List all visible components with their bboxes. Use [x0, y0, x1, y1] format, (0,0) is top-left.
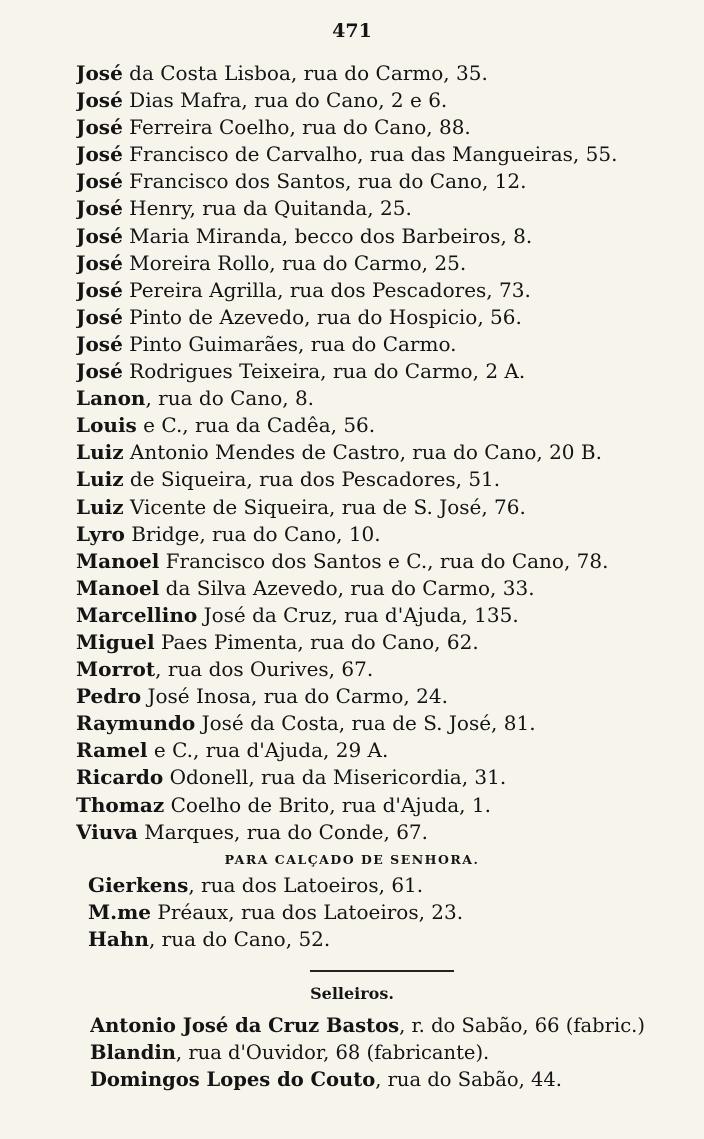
list-item: [76, 168, 686, 195]
list-item: [76, 87, 686, 114]
list-item: [88, 899, 688, 926]
list-item: [76, 412, 686, 439]
list-item: [76, 494, 686, 521]
list-item: [76, 385, 686, 412]
entry-address: Francisco de Carvalho, rua das Mangueiras, 55.: [122, 142, 618, 167]
page-number: 471: [332, 20, 372, 42]
list-item: [76, 656, 686, 683]
entry-address: Francisco dos Santos e C., rua do Cano, 78.: [159, 548, 609, 573]
entry-name: Hahn: [88, 927, 149, 952]
entry-name: Ramel: [76, 738, 148, 763]
list-item: [90, 1066, 700, 1093]
list-item: [76, 466, 686, 493]
entry-address: e C., rua da Cadêa, 56.: [136, 413, 376, 438]
entry-address: , rua do Cano, 52.: [148, 927, 331, 952]
list-item: [76, 521, 686, 548]
entry-address: Antonio Mendes de Castro, rua do Cano, 20 B.: [123, 440, 602, 465]
list-item: [76, 792, 686, 819]
entry-address: Marques, rua do Conde, 67.: [137, 819, 429, 844]
saddlers-list: [90, 1012, 700, 1093]
entry-name: José: [76, 277, 123, 302]
entry-address: Paes Pimenta, rua do Cano, 62.: [154, 629, 479, 654]
entry-address: da Costa Lisboa, rua do Carmo, 35.: [122, 61, 488, 85]
list-item: [76, 602, 686, 629]
entry-name: José: [76, 250, 123, 275]
entry-name: Lanon: [76, 386, 146, 411]
entry-name: José: [76, 223, 123, 248]
list-item: [76, 141, 686, 168]
entry-name: José: [76, 115, 123, 140]
entry-name: Manoel: [76, 548, 160, 573]
list-item: [76, 764, 686, 791]
list-item: [76, 737, 686, 764]
entry-name: Blandin: [90, 1041, 176, 1064]
entry-address: Francisco dos Santos, rua do Cano, 12.: [122, 169, 527, 194]
entry-address: Pereira Agrilla, rua dos Pescadores, 73.: [122, 277, 531, 302]
entry-address: Pinto Guimarães, rua do Carmo.: [122, 331, 457, 356]
list-item: [76, 575, 686, 602]
entry-name: José: [76, 331, 123, 356]
list-item: [76, 250, 686, 277]
entry-name: Pedro: [76, 684, 142, 709]
entry-name: Miguel: [76, 629, 155, 654]
list-item: [76, 223, 686, 250]
entry-name: José: [76, 61, 123, 85]
entry-address: Ferreira Coelho, rua do Cano, 88.: [122, 115, 471, 140]
entry-name: Ricardo: [76, 765, 164, 790]
entry-name: Thomaz: [76, 792, 165, 817]
entry-address: , rua d'Ouvidor, 68 (fabricante).: [175, 1041, 490, 1064]
entry-name: Luiz: [76, 440, 124, 465]
entry-address: Rodrigues Teixeira, rua do Carmo, 2 A.: [122, 359, 526, 384]
entry-address: Dias Mafra, rua do Cano, 2 e 6.: [122, 88, 448, 113]
list-item: [76, 277, 686, 304]
entry-address: , rua dos Latoeiros, 61.: [188, 873, 424, 897]
entry-address: da Silva Azevedo, rua do Carmo, 33.: [159, 575, 535, 600]
list-item: [76, 819, 686, 846]
entry-address: José Inosa, rua do Carmo, 24.: [141, 684, 448, 709]
entry-name: José: [76, 88, 123, 113]
entry-address: , rua dos Ourives, 67.: [155, 657, 374, 682]
entry-name: José: [76, 304, 123, 329]
entry-address: , rua do Cano, 8.: [145, 386, 315, 411]
entry-name: Manoel: [76, 575, 160, 600]
ladies-shoes-list: [88, 872, 688, 953]
entry-name: José: [76, 169, 123, 194]
list-item: [76, 548, 686, 575]
entry-name: José: [76, 359, 123, 384]
directory-list: [76, 60, 686, 846]
entry-address: , r. do Sabão, 66 (fabric.): [399, 1014, 645, 1037]
entry-address: José da Cruz, rua d'Ajuda, 135.: [197, 602, 519, 627]
entry-address: e C., rua d'Ajuda, 29 A.: [147, 738, 389, 763]
list-item: [76, 114, 686, 141]
entry-address: Vicente de Siqueira, rua de S. José, 76.: [123, 494, 526, 519]
section-divider: [310, 970, 454, 972]
entry-name: José: [76, 142, 123, 167]
list-item: [76, 710, 686, 737]
entry-address: Bridge, rua do Cano, 10.: [124, 521, 381, 546]
entry-name: Viuva: [76, 819, 138, 844]
entry-name: Luiz: [76, 494, 124, 519]
entry-address: Pinto de Azevedo, rua do Hospicio, 56.: [122, 304, 522, 329]
entry-name: Domingos Lopes do Couto: [90, 1068, 376, 1091]
entry-name: Lyro: [76, 521, 125, 546]
entry-name: Louis: [76, 413, 137, 438]
list-item: [76, 304, 686, 331]
entry-name: Antonio José da Cruz Bastos: [90, 1014, 400, 1037]
entry-address: Préaux, rua dos Latoeiros, 23.: [151, 900, 464, 925]
list-item: [76, 331, 686, 358]
subheading: PARA CALÇADO DE SENHORA.: [224, 852, 480, 867]
entry-name: Morrot: [76, 657, 156, 682]
list-item: [76, 358, 686, 385]
entry-name: Luiz: [76, 467, 124, 492]
entry-address: José da Costa, rua de S. José, 81.: [195, 711, 536, 736]
list-item: [76, 60, 686, 87]
list-item: [88, 872, 688, 899]
list-item: [90, 1039, 700, 1066]
list-item: [76, 195, 686, 222]
entry-name: Gierkens: [88, 873, 189, 897]
entry-address: Henry, rua da Quitanda, 25.: [122, 196, 412, 221]
entry-name: José: [76, 196, 123, 221]
entry-address: Coelho de Brito, rua d'Ajuda, 1.: [164, 792, 491, 817]
entry-address: Moreira Rollo, rua do Carmo, 25.: [122, 250, 467, 275]
entry-name: M.me: [88, 900, 151, 925]
entry-name: Marcellino: [76, 602, 198, 627]
list-item: [88, 926, 688, 953]
list-item: [76, 683, 686, 710]
entry-address: Maria Miranda, becco dos Barbeiros, 8.: [122, 223, 533, 248]
entry-address: , rua do Sabão, 44.: [375, 1068, 562, 1091]
entry-name: Raymundo: [76, 711, 196, 736]
list-item: [76, 629, 686, 656]
list-item: [90, 1012, 700, 1039]
list-item: [76, 439, 686, 466]
entry-address: de Siqueira, rua dos Pescadores, 51.: [123, 467, 501, 492]
section-title: Selleiros.: [310, 984, 394, 1003]
entry-address: Odonell, rua da Misericordia, 31.: [163, 765, 507, 790]
